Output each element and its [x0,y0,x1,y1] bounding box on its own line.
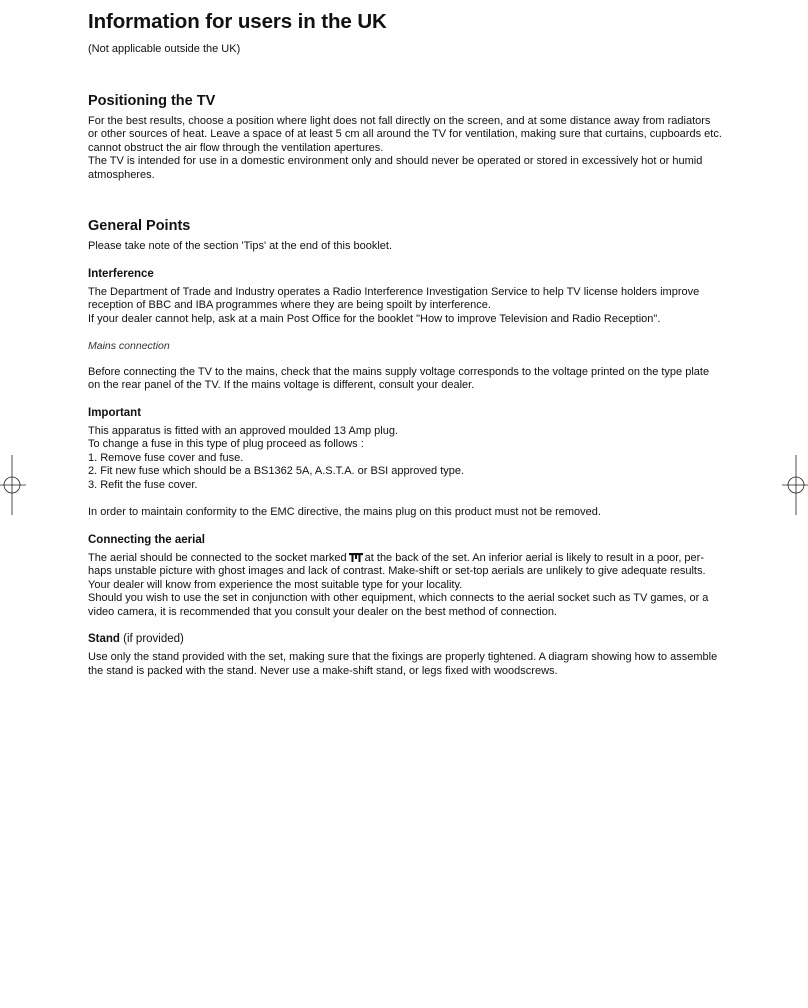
mains-line: on the rear panel of the TV. If the mains voltage is different, consult your dealer. [88,379,475,391]
stand-heading-text: Stand [88,633,120,645]
stand-heading-note: (if provided) [123,633,184,645]
general-points-note: Please take note of the section 'Tips' at the end of this booklet. [88,240,393,252]
aerial-line: video camera, it is recommended that you consult your dealer on the best method of connection. [88,605,557,618]
positioning-line: atmospheres. [88,168,155,181]
important-line: To change a fuse in this type of plug proceed as follows : [88,438,364,450]
interference-line: If your dealer cannot help, ask at a main Post Office for the booklet "How to improve Television and Radio Reception". [88,312,661,325]
important-line: This apparatus is fitted with an approved moulded 13 Amp plug. [88,424,399,437]
interference-heading: Interference [88,267,154,280]
mains-line: Before connecting the TV to the mains, check that the mains supply voltage corresponds to the voltage printed on the type plate [88,365,710,378]
interference-line: The Department of Trade and Industry operates a Radio Interference Investigation Service to help TV license holders improve [88,285,700,298]
important-line: 1. Remove fuse cover and fuse. [88,451,244,464]
positioning-line: The TV is intended for use in a domestic environment only and should never be operated or stored in excessively hot or humid [88,155,703,167]
positioning-line: or other sources of heat. Leave a space of at least 5 cm all around the TV for ventilation, making sure that curtains, cupboards etc. [88,128,722,140]
aerial-line: haps unstable picture with ghost images and lack of contrast. Make-shift or set-top aerials are unlikely to give adequate results. [88,565,706,577]
interference-line: reception of BBC and IBA programmes where they are being spoilt by interference. [88,299,491,311]
aerial-heading: Connecting the aerial [88,533,205,546]
aerial-line: Your dealer will know from experience the most suitable type for your locality. [88,578,463,591]
general-points-section [88,218,720,678]
mains-heading: Mains connection [88,340,170,352]
positioning-section [88,93,720,183]
positioning-line: For the best results, choose a position where light does not fall directly on the screen, and at some distance away from radiators [88,114,711,127]
aerial-text-before: The aerial should be connected to the socket marked [88,551,347,564]
important-line: 3. Refit the fuse cover. [88,478,198,491]
page-title: Information for users in the UK [88,10,387,33]
document-page [88,10,720,678]
important-line: 2. Fit new fuse which should be a BS1362 5A, A.S.T.A. or BSI approved type. [88,465,465,477]
general-points-heading: General Points [88,218,191,234]
aerial-line: Should you wish to use the set in conjunction with other equipment, which connects to the aerial socket such as TV games, or a [88,592,709,604]
aerial-socket-icon [349,553,363,562]
emc-note: In order to maintain conformity to the EMC directive, the mains plug on this product must not be removed. [88,506,601,518]
aerial-first-line [88,552,720,566]
positioning-heading: Positioning the TV [88,92,216,109]
page-subtitle: (Not applicable outside the UK) [88,43,241,55]
stand-line: Use only the stand provided with the set, making sure that the fixings are properly tightened. A diagram showing how to assemble [88,651,718,663]
important-heading: Important [88,406,142,419]
aerial-text-after: at the back of the set. An inferior aerial is likely to result in a poor, per- [364,551,704,564]
stand-line: the stand is packed with the stand. Never use a make-shift stand, or legs fixed with woodscrews. [88,664,558,677]
registration-mark-left [0,455,26,515]
registration-mark-right [782,455,808,515]
positioning-line: cannot obstruct the air flow through the ventilation apertures. [88,141,384,154]
stand-heading [88,633,720,645]
